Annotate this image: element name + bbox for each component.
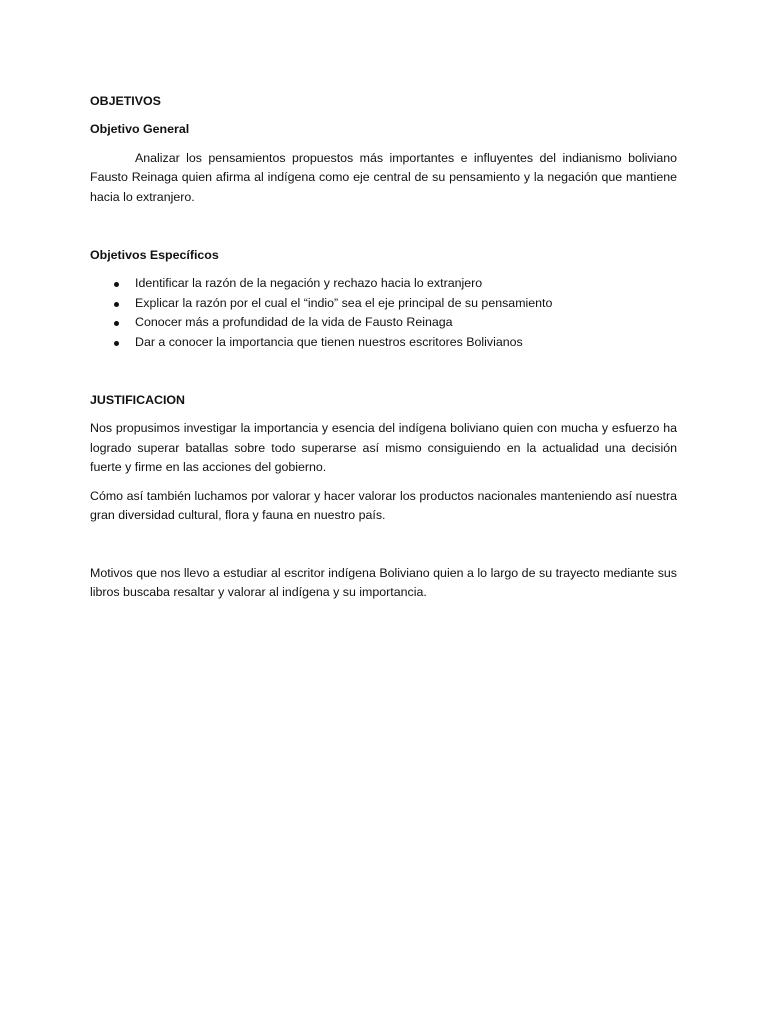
objetivos-especificos-list (90, 274, 677, 352)
list-item (90, 313, 677, 332)
justificacion-paragraph-2: Cómo así también luchamos por valorar y hacer valorar los productos nacionales manteniendo así nuestra gran diversidad cultural, flora y fauna en nuestro país. (90, 488, 677, 523)
justificacion-paragraph-1: Nos propusimos investigar la importancia y esencia del indígena boliviano quien con mucha y esfuerzo ha logrado superar batallas sobre todo superarse así mismo consiguiendo en la actualidad una decisión fuerte y firme en las acciones del gobierno. (90, 421, 677, 475)
objetivos-heading: OBJETIVOS (90, 94, 161, 108)
list-item (90, 274, 677, 293)
objetivos-especificos-heading: Objetivos Específicos (90, 248, 219, 263)
justificacion-heading: JUSTIFICACION (90, 393, 185, 408)
bullet-icon (114, 282, 119, 287)
objetivo-general-heading: Objetivo General (90, 122, 190, 137)
list-item (90, 333, 677, 352)
list-item (90, 294, 677, 313)
bullet-icon (114, 321, 119, 326)
list-item-text: Dar a conocer la importancia que tienen nuestros escritores Bolivianos (135, 334, 523, 349)
document-body (90, 92, 677, 602)
list-item-text: Conocer más a profundidad de la vida de Fausto Reinaga (135, 315, 453, 330)
list-item-text: Explicar la razón por el cual el “indio” sea el eje principal de su pensamiento (135, 295, 553, 310)
list-item-text: Identificar la razón de la negación y rechazo hacia lo extranjero (135, 276, 483, 291)
justificacion-paragraph-3: Motivos que nos llevo a estudiar al escritor indígena Boliviano quien a lo largo de su trayecto mediante sus libros buscaba resaltar y valorar al indígena y su importancia. (90, 565, 677, 599)
bullet-icon (114, 341, 119, 346)
objetivo-general-paragraph: Analizar los pensamientos propuestos más importantes e influyentes del indianismo boliviano Fausto Reinaga quien afirma al indígena como eje central de su pensamiento y la negación que mantiene hacia lo extranjero. (90, 150, 677, 204)
bullet-icon (114, 302, 119, 307)
